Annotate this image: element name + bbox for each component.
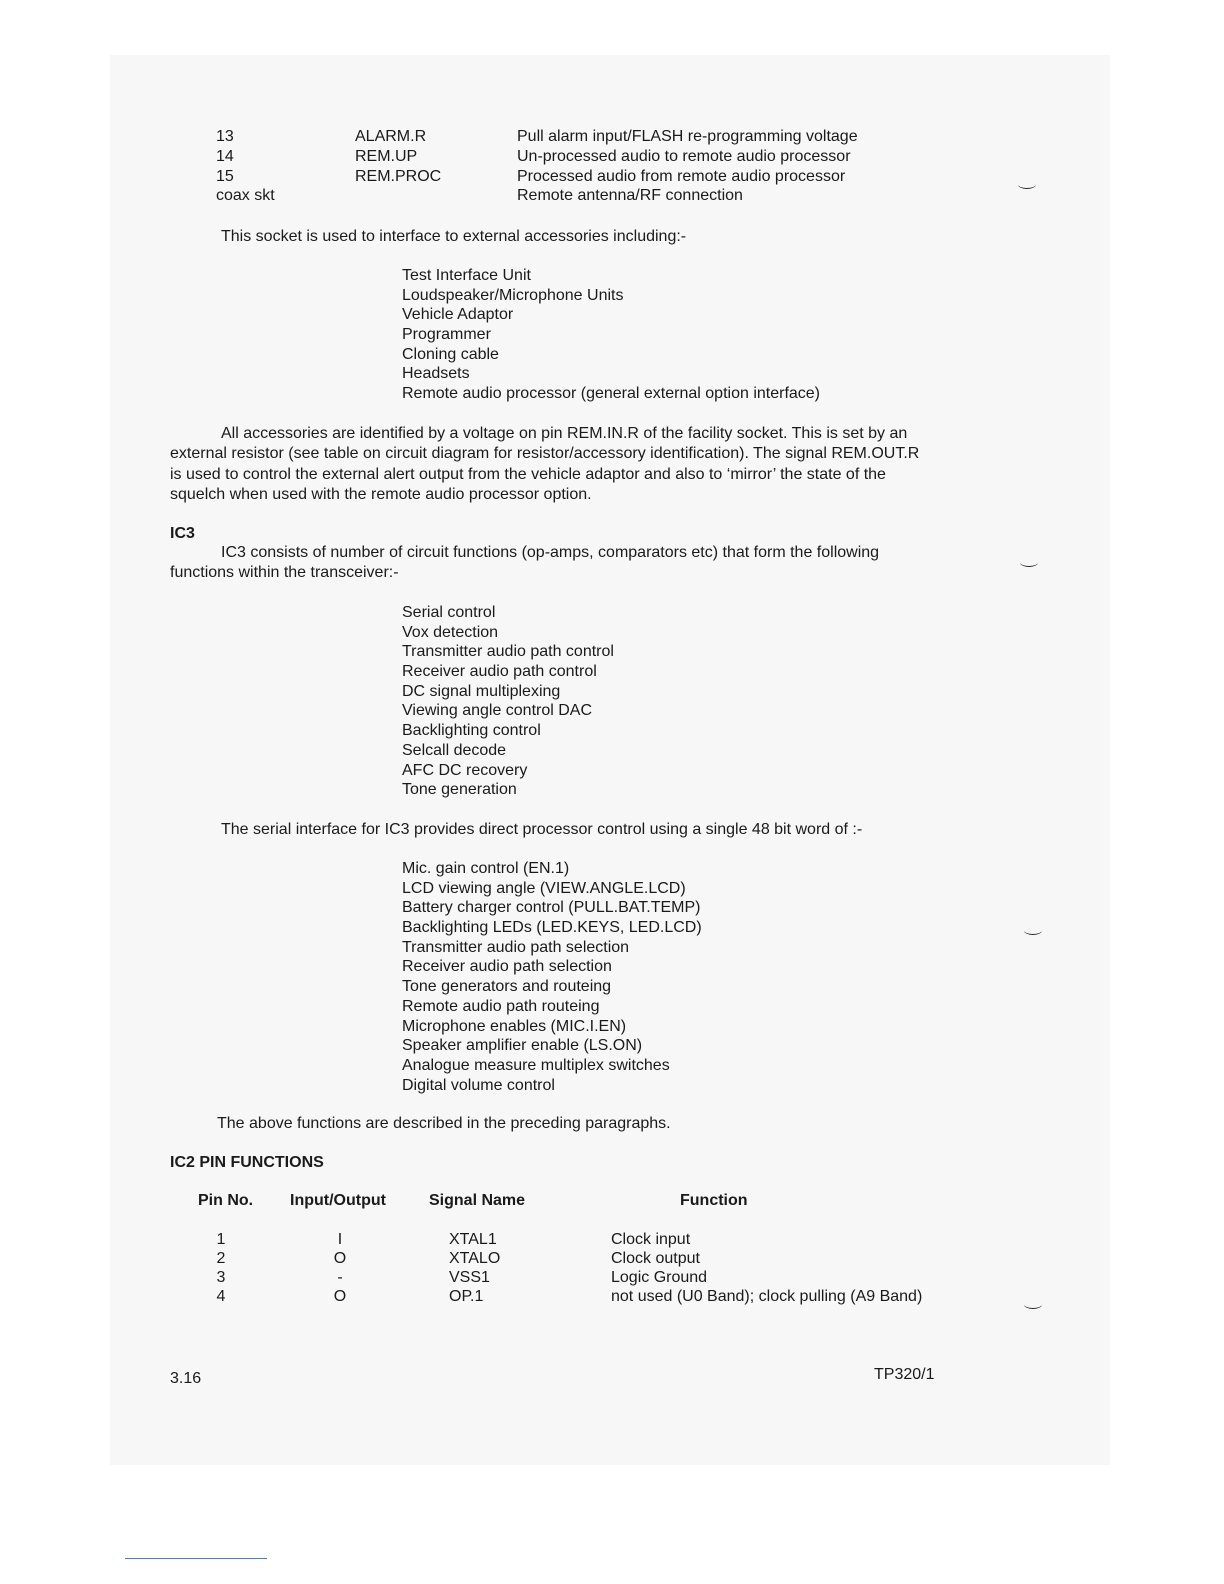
list-item: Speaker amplifier enable (LS.ON) — [402, 1037, 643, 1055]
column-header-io: Input/Output — [290, 1192, 386, 1209]
list-item: Analogue measure multiplex switches — [402, 1056, 670, 1074]
list-item: Headsets — [402, 365, 470, 383]
socket-intro: This socket is used to interface to external accessories including:- — [221, 228, 687, 245]
pin-row — [0, 168, 900, 188]
column-header-pin: Pin No. — [198, 1192, 254, 1209]
accessory-list — [402, 266, 820, 404]
table-row — [0, 1269, 900, 1289]
table-cell: Clock input — [611, 1231, 691, 1248]
pin-description: Pull alarm input/FLASH re-programming voltage — [517, 128, 858, 145]
list-item: Cloning cable — [402, 345, 499, 363]
scan-edge-line — [125, 1558, 267, 1559]
document-reference: TP320/1 — [874, 1366, 935, 1383]
pin-signal: ALARM.R — [355, 128, 427, 145]
column-header-signal: Signal Name — [429, 1192, 526, 1209]
pin-number: coax skt — [216, 187, 275, 204]
serial-control-list — [402, 859, 702, 1095]
pin-row — [0, 128, 900, 148]
list-item: Backlighting LEDs (LED.KEYS, LED.LCD) — [402, 919, 702, 937]
table-cell: I — [337, 1231, 343, 1248]
table-cell: O — [333, 1288, 347, 1305]
ic2-heading: IC2 PIN FUNCTIONS — [170, 1154, 324, 1171]
table-cell: - — [337, 1269, 343, 1286]
list-item: DC signal multiplexing — [402, 682, 561, 700]
list-item: Transmitter audio path control — [402, 643, 614, 661]
table-cell: 4 — [216, 1288, 226, 1305]
paragraph-line: is used to control the external alert output from the vehicle adaptor and also to ‘mirror’ the state of the — [170, 465, 886, 483]
paragraph-line: All accessories are identified by a voltage on pin REM.IN.R of the facility socket. This is set by an — [221, 425, 908, 442]
list-item: Receiver audio path selection — [402, 958, 612, 976]
table-cell: OP.1 — [449, 1288, 484, 1305]
margin-mark — [1024, 1300, 1042, 1309]
margin-mark — [1020, 558, 1038, 567]
list-item: Backlighting control — [402, 722, 541, 740]
list-item: AFC DC recovery — [402, 761, 528, 779]
list-item: Receiver audio path control — [402, 663, 597, 681]
list-item: Tone generation — [402, 781, 517, 799]
list-item: Digital volume control — [402, 1076, 555, 1094]
table-row — [0, 1288, 923, 1308]
list-item: Vehicle Adaptor — [402, 306, 514, 324]
list-item: Test Interface Unit — [402, 267, 531, 284]
list-item: Remote audio processor (general external option interface) — [402, 385, 821, 403]
ic3-heading: IC3 — [170, 525, 195, 542]
list-item: Battery charger control (PULL.BAT.TEMP) — [402, 899, 701, 917]
accessory-paragraph — [170, 424, 940, 505]
pin-number: 15 — [216, 168, 234, 185]
table-cell: O — [333, 1250, 347, 1267]
list-item: Transmitter audio path selection — [402, 938, 630, 956]
list-item: Loudspeaker/Microphone Units — [402, 286, 624, 304]
pin-number: 14 — [216, 148, 234, 165]
paragraph-line: IC3 consists of number of circuit functions (op-amps, comparators etc) that form the following — [221, 544, 880, 561]
ic3-function-list — [402, 603, 614, 800]
page-number: 3.16 — [170, 1370, 202, 1387]
table-cell: Clock output — [611, 1250, 700, 1267]
column-header-function: Function — [680, 1192, 748, 1209]
table-cell: 3 — [216, 1269, 226, 1286]
list-item: LCD viewing angle (VIEW.ANGLE.LCD) — [402, 879, 686, 897]
list-item: Selcall decode — [402, 741, 507, 759]
ic3-paragraph — [170, 543, 940, 584]
table-cell: not used (U0 Band); clock pulling (A9 Band) — [611, 1288, 923, 1305]
table-cell: XTALO — [449, 1250, 501, 1267]
margin-mark — [1018, 180, 1036, 189]
paragraph-line: external resistor (see table on circuit diagram for resistor/accessory identification). The signal REM.OUT.R — [170, 445, 920, 463]
list-item: Tone generators and routeing — [402, 978, 612, 996]
list-item: Microphone enables (MIC.I.EN) — [402, 1017, 627, 1035]
list-item: Remote audio path routeing — [402, 997, 600, 1015]
list-item: Serial control — [402, 604, 496, 621]
margin-mark — [1024, 926, 1042, 935]
list-item: Programmer — [402, 326, 491, 344]
table-row — [0, 1231, 900, 1251]
pin-description: Processed audio from remote audio processor — [517, 168, 846, 185]
table-cell: 2 — [216, 1250, 226, 1267]
list-item: Mic. gain control (EN.1) — [402, 860, 570, 877]
list-item: Viewing angle control DAC — [402, 702, 593, 720]
paragraph-line: squelch when used with the remote audio processor option. — [170, 485, 592, 503]
pin-signal: REM.PROC — [355, 168, 442, 185]
list-item: Vox detection — [402, 623, 499, 641]
table-cell: 1 — [216, 1231, 226, 1248]
paragraph-line: functions within the transceiver:- — [170, 564, 399, 582]
preceding-note: The above functions are described in the preceding paragraphs. — [217, 1115, 671, 1132]
pin-row — [0, 148, 900, 168]
serial-intro: The serial interface for IC3 provides direct processor control using a single 48 bit word of :- — [221, 821, 863, 838]
pin-number: 13 — [216, 128, 234, 145]
pin-description: Un-processed audio to remote audio processor — [517, 148, 851, 165]
pin-description: Remote antenna/RF connection — [517, 187, 743, 204]
pin-row — [0, 187, 900, 207]
table-row — [0, 1250, 900, 1270]
table-cell: Logic Ground — [611, 1269, 708, 1286]
table-cell: XTAL1 — [449, 1231, 497, 1248]
table-cell: VSS1 — [449, 1269, 490, 1286]
pin-signal: REM.UP — [355, 148, 418, 165]
